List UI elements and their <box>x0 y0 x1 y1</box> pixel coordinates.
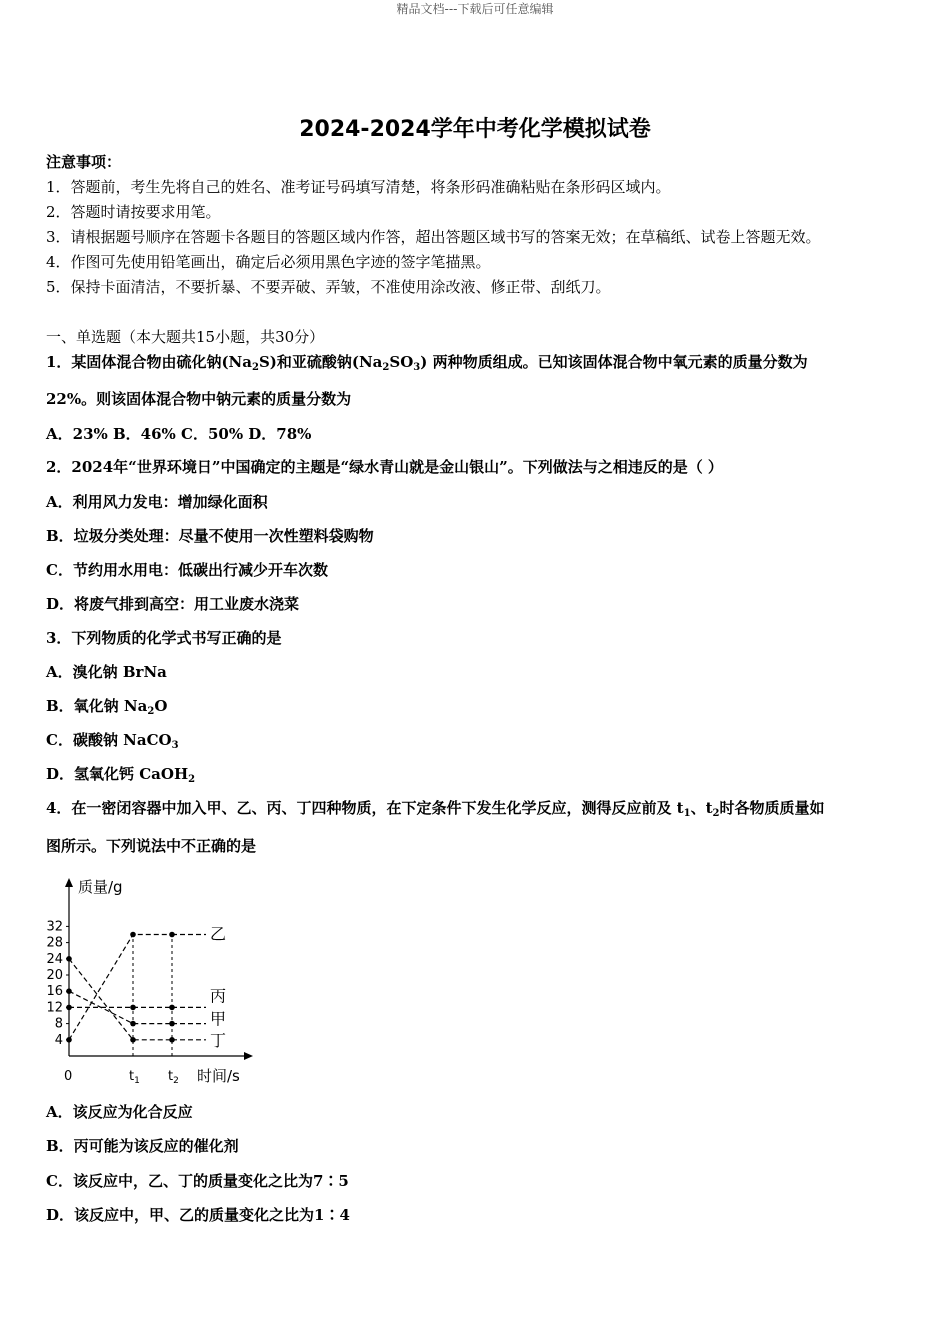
question-3-option-c: C．碳酸钠 NaCO$_3$ <box>46 731 179 751</box>
question-4-option-c: C．该反应中，乙、丁的质量变化之比为7∶5 <box>46 1172 349 1190</box>
y-tick-label: 8 <box>54 1016 63 1032</box>
x-axis-label: 时间/s <box>197 1067 240 1085</box>
series-label: 乙 <box>210 924 227 944</box>
x-tick-label: $t_1$ <box>129 1069 140 1086</box>
question-2-option-a: A．利用风力发电：增加绿化面积 <box>46 493 268 511</box>
y-axis-arrow <box>65 878 73 887</box>
question-4-option-b: B．丙可能为该反应的催化剂 <box>46 1137 239 1155</box>
series-label: 丙 <box>210 986 227 1006</box>
notice-item: 5．保持卡面清洁，不要折暴、不要弄破、弄皱，不准使用涂改液、修正带、刮纸刀。 <box>46 278 611 296</box>
data-point <box>130 1037 136 1043</box>
data-point <box>130 1021 136 1027</box>
y-tick-label: 28 <box>46 935 63 951</box>
question-4-option-d: D．该反应中，甲、乙的质量变化之比为1∶4 <box>46 1206 350 1224</box>
mass-time-chart <box>44 870 274 1090</box>
data-point <box>66 956 72 962</box>
question-3-stem: 3．下列物质的化学式书写正确的是 <box>46 629 282 647</box>
data-point <box>169 1005 175 1011</box>
y-tick-label: 20 <box>46 968 63 983</box>
origin-label: 0 <box>64 1069 73 1084</box>
data-point <box>169 932 175 938</box>
data-point <box>169 1037 175 1043</box>
notice-heading: 注意事项： <box>46 153 122 171</box>
section-heading: 一、单选题（本大题共15小题，共30分） <box>46 328 325 346</box>
question-4-option-a: A．该反应为化合反应 <box>46 1103 193 1121</box>
data-point <box>130 1005 136 1011</box>
data-point <box>66 1005 72 1011</box>
page-title: 2024-2024学年中考化学模拟试卷 <box>299 117 651 142</box>
question-2-option-d: D．将废气排到高空：用工业废水浇菜 <box>46 595 300 613</box>
question-4-stem-line2: 图所示。下列说法中不正确的是 <box>46 837 257 855</box>
series-label: 甲 <box>210 1009 227 1029</box>
question-2-option-c: C．节约用水用电：低碳出行减少开车次数 <box>46 561 328 579</box>
question-1-stem-line2: 22%。则该固体混合物中钠元素的质量分数为 <box>46 390 352 408</box>
data-point <box>169 1021 175 1027</box>
header-note: 精品文档---下载后可任意编辑 <box>396 2 554 16</box>
x-tick-label: $t_2$ <box>168 1069 179 1086</box>
question-1-stem: 1．某固体混合物由硫化钠$(Na_2S)$和亚硫酸钠$(Na_2SO_3)$ 两种物质组成。已知该固体混合物中氧元素的质量分数为 <box>46 353 808 373</box>
y-axis-label: 质量/g <box>78 878 123 896</box>
question-4-stem: 4．在一密闭容器中加入甲、乙、丙、丁四种物质，在下定条件下发生化学反应，测得反应前及 $t_1$、$t_2$时各物质质量如 <box>46 799 825 819</box>
series-label: 丁 <box>210 1030 227 1050</box>
x-axis-arrow <box>244 1052 253 1060</box>
data-point <box>130 932 136 938</box>
data-point <box>66 1037 72 1043</box>
data-point <box>66 988 72 994</box>
notice-item: 3．请根据题号顺序在答题卡各题目的答题区域内作答，超出答题区域书写的答案无效；在草稿纸、试卷上答题无效。 <box>46 228 821 246</box>
y-tick-label: 24 <box>46 951 63 967</box>
question-3-option-d: D．氢氧化钙 CaOH$_2$ <box>46 765 196 785</box>
y-tick-label: 16 <box>46 984 63 1000</box>
notice-item: 1．答题前，考生先将自己的姓名、准考证号码填写清楚，将条形码准确粘贴在条形码区域内。 <box>46 178 671 196</box>
y-tick-label: 4 <box>54 1032 63 1048</box>
question-1-options: A．23% B．46% C．50% D．78% <box>46 425 312 443</box>
y-tick-label: 12 <box>46 1000 63 1016</box>
question-3-option-b: B．氧化钠 $Na_2O$ <box>46 697 168 717</box>
question-3-option-a: A．溴化钠 BrNa <box>46 663 167 681</box>
question-2-stem: 2．2024年“世界环境日”中国确定的主题是“绿水青山就是金山银山”。下列做法与之相违反的是（ ） <box>46 458 723 476</box>
notice-item: 2．答题时请按要求用笔。 <box>46 203 221 221</box>
y-tick-label: 32 <box>46 919 63 935</box>
notice-item: 4．作图可先使用铅笔画出，确定后必须用黑色字迹的签字笔描黑。 <box>46 253 491 271</box>
question-2-option-b: B．垃圾分类处理：尽量不使用一次性塑料袋购物 <box>46 527 374 545</box>
